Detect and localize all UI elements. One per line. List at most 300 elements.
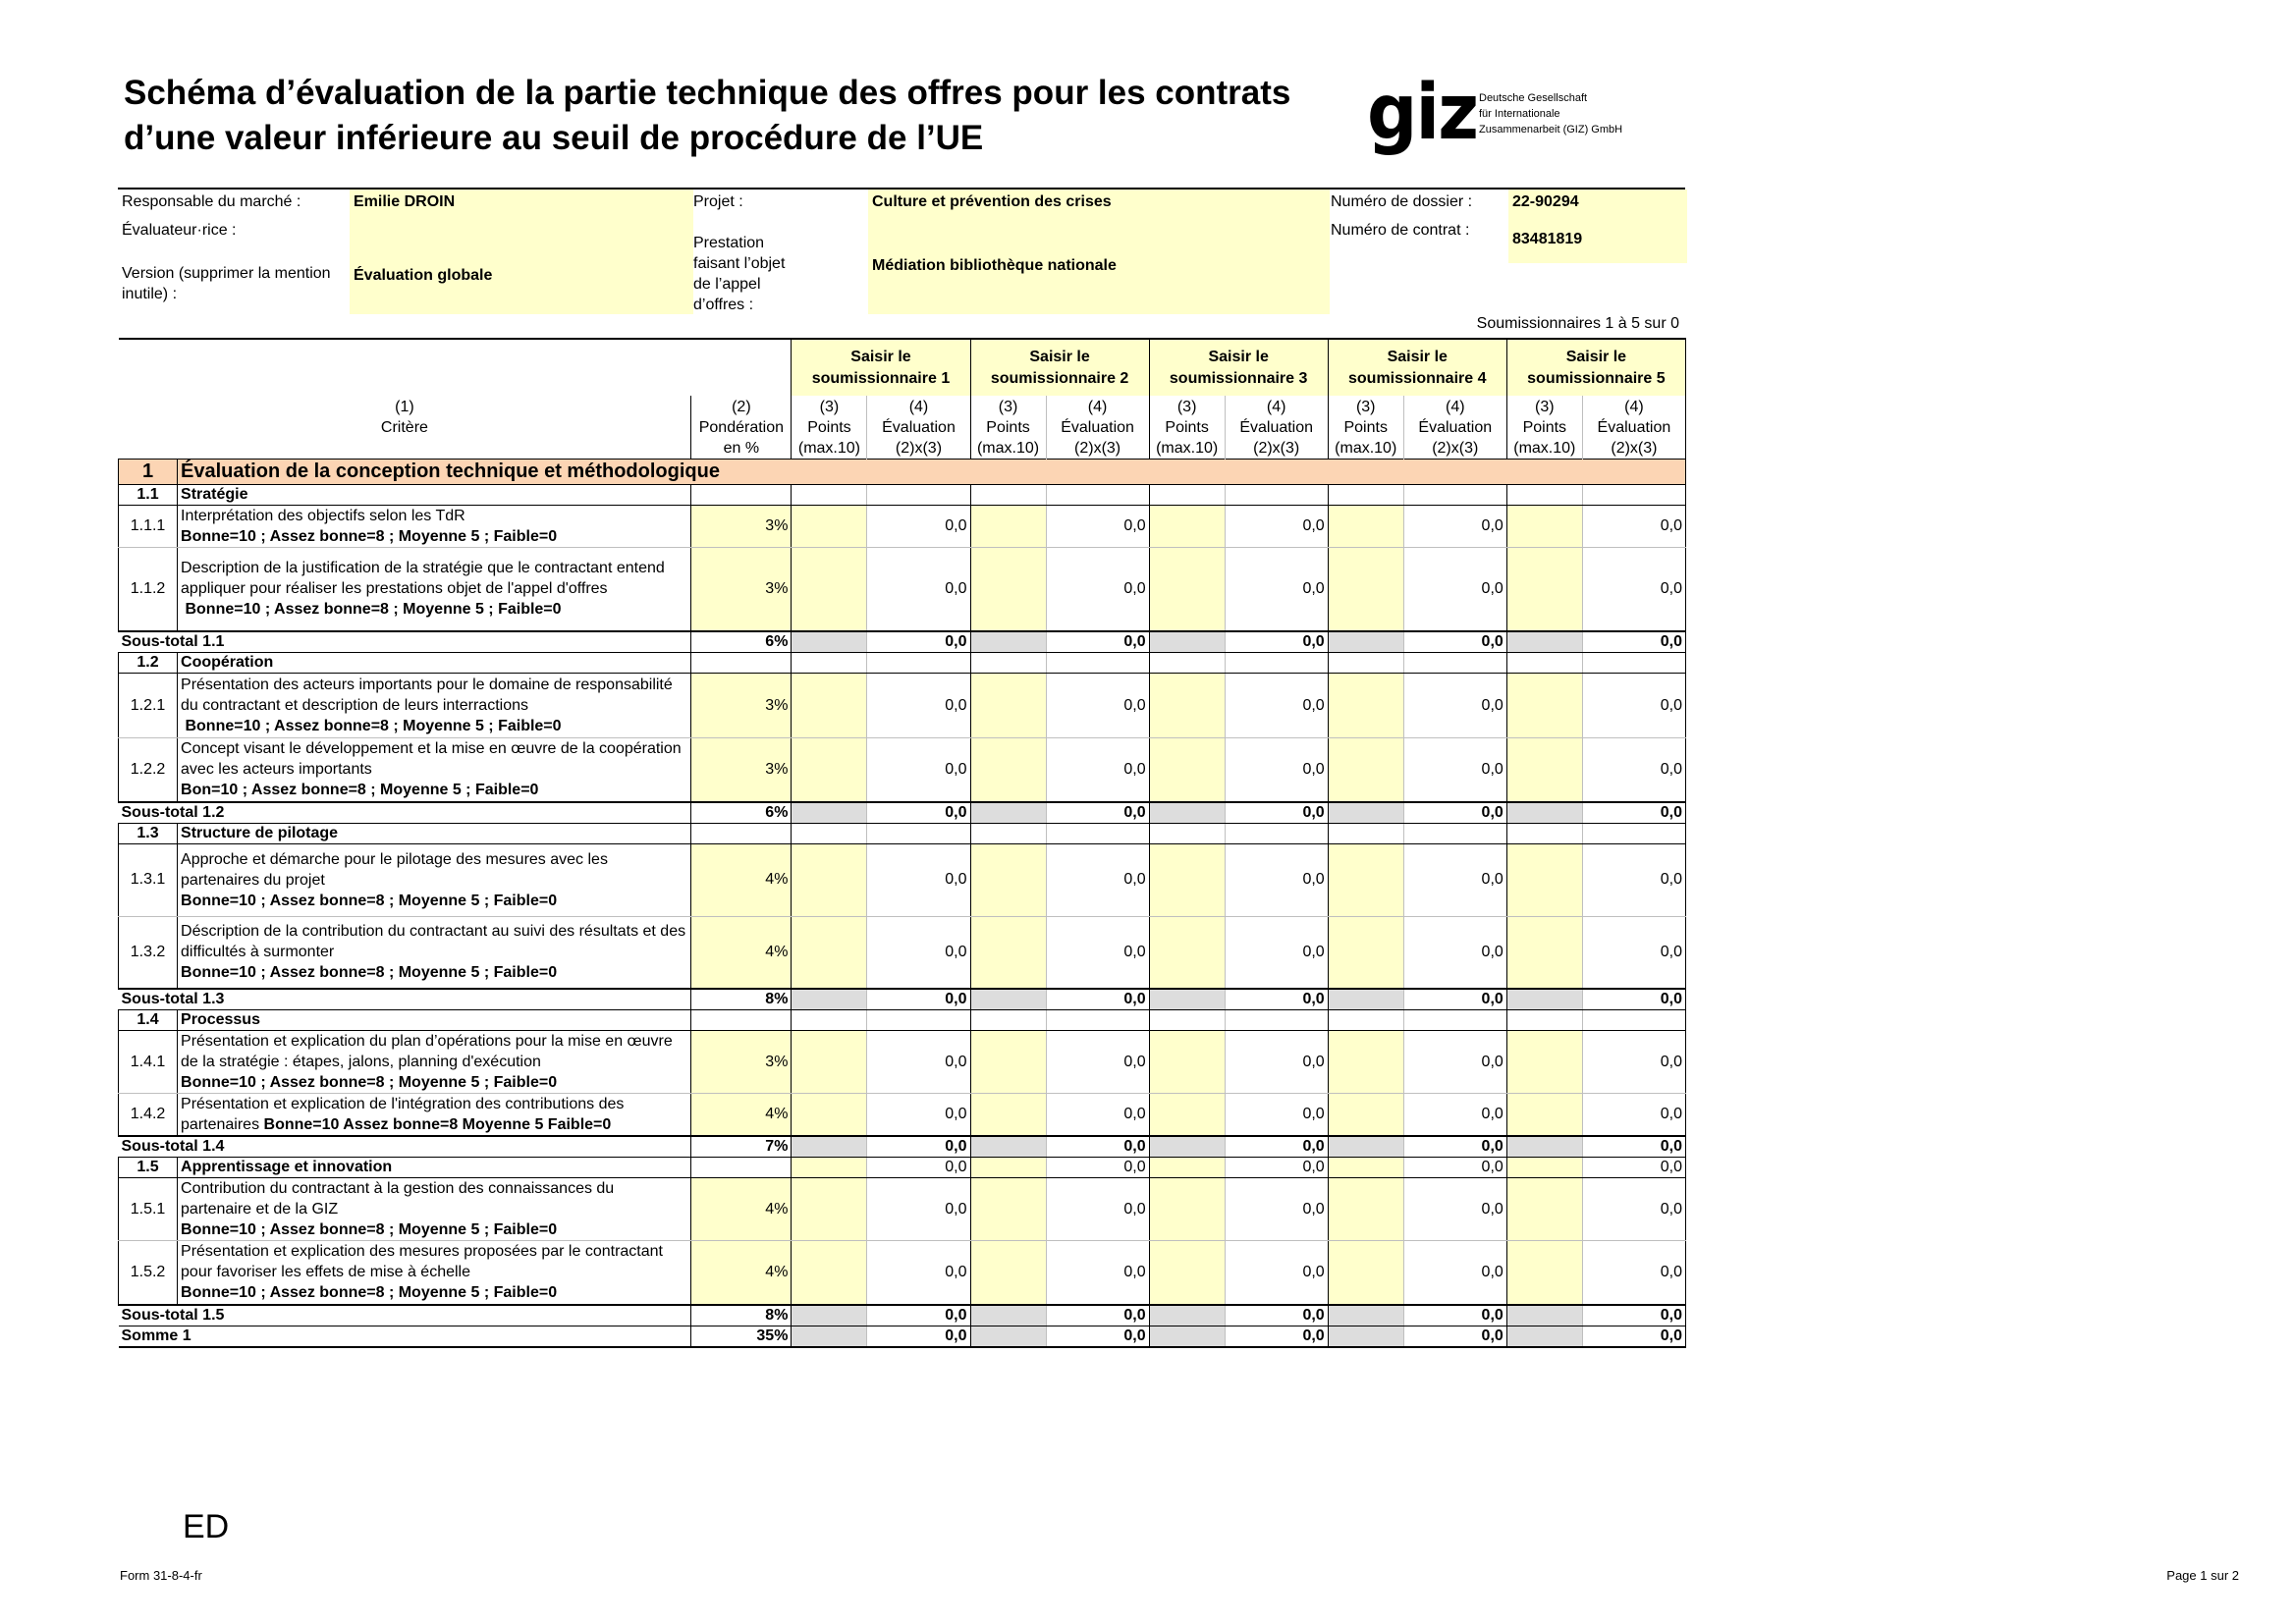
criterion-number: 1.1.1 bbox=[119, 505, 178, 547]
critere-header-label: Critère bbox=[380, 418, 428, 436]
points-header bbox=[970, 396, 1046, 459]
evaluation-header-num: (4) bbox=[1624, 398, 1644, 415]
ponderation-header-num: (2) bbox=[732, 398, 751, 415]
criterion-number: 1.5.1 bbox=[119, 1178, 178, 1241]
points-header-label: Points bbox=[986, 418, 1030, 436]
bidder-4-points[interactable] bbox=[1328, 1178, 1403, 1241]
group-weight bbox=[691, 484, 792, 505]
points-header bbox=[1149, 396, 1225, 459]
criterion-row bbox=[119, 1031, 1686, 1094]
bidder-1-points bbox=[792, 1010, 867, 1031]
points-header-label: Points bbox=[1343, 418, 1388, 436]
group-number: 1.1 bbox=[119, 484, 178, 505]
bidder-2-evaluation: 0,0 bbox=[1046, 1326, 1149, 1347]
bidder-2-evaluation: 0,0 bbox=[1046, 916, 1149, 989]
bidder-4-evaluation: 0,0 bbox=[1403, 631, 1506, 653]
bidder-5-points[interactable] bbox=[1506, 1031, 1582, 1094]
bidder-3-evaluation: 0,0 bbox=[1225, 1305, 1328, 1326]
bidder-3-points[interactable] bbox=[1149, 1094, 1225, 1137]
points-header-label: Points bbox=[807, 418, 851, 436]
bidder-2-points[interactable] bbox=[970, 738, 1046, 802]
logo-line: Deutsche Gesellschaft bbox=[1479, 92, 1588, 104]
bidder-2-points[interactable] bbox=[970, 1094, 1046, 1137]
version-value[interactable]: Évaluation globale bbox=[354, 267, 493, 284]
bidder-4-evaluation: 0,0 bbox=[1403, 738, 1506, 802]
page-number: Page 1 sur 2 bbox=[2166, 1568, 2239, 1583]
bidder-1-points[interactable] bbox=[792, 1031, 867, 1094]
bidder-4-evaluation bbox=[1403, 1010, 1506, 1031]
critere-header-num: (1) bbox=[395, 398, 414, 415]
bidder-5-points[interactable] bbox=[1506, 1094, 1582, 1137]
bidder-4-points[interactable] bbox=[1328, 1031, 1403, 1094]
projet-text: Culture et prévention des crises bbox=[872, 193, 1112, 210]
contrat-text: 83481819 bbox=[1512, 231, 1583, 247]
group-number: 1.3 bbox=[119, 823, 178, 843]
bidder-1-points[interactable] bbox=[792, 1094, 867, 1137]
group-row bbox=[119, 1010, 1686, 1031]
bidder-5-points bbox=[1506, 802, 1582, 824]
evaluation-header bbox=[1225, 396, 1328, 459]
projet-label: Projet : bbox=[693, 193, 743, 210]
bidder-1-evaluation bbox=[867, 1010, 970, 1031]
critere-header bbox=[119, 396, 691, 459]
bidder-5-points[interactable] bbox=[1506, 547, 1582, 631]
dossier-contrat-value[interactable] bbox=[1508, 189, 1687, 263]
group-number: 1.5 bbox=[119, 1158, 178, 1178]
bidder-2-points[interactable] bbox=[970, 1241, 1046, 1305]
criterion-text bbox=[178, 843, 691, 916]
criterion-text bbox=[178, 738, 691, 802]
bidder-1-evaluation: 0,0 bbox=[867, 1031, 970, 1094]
bidder-5-points[interactable] bbox=[1506, 1178, 1582, 1241]
dossier-text: 22-90294 bbox=[1512, 193, 1579, 210]
bidder-4-points bbox=[1328, 631, 1403, 653]
bidder-2-evaluation: 0,0 bbox=[1046, 1136, 1149, 1158]
bidder-5-points[interactable] bbox=[1506, 505, 1582, 547]
criterion-number: 1.5.2 bbox=[119, 1241, 178, 1305]
bidder-5-points bbox=[1506, 823, 1582, 843]
bidder-1-points[interactable] bbox=[792, 843, 867, 916]
points-header-max: (max.10) bbox=[1335, 439, 1397, 457]
blank-header-cell bbox=[119, 339, 792, 396]
bidder-4-evaluation: 0,0 bbox=[1403, 989, 1506, 1010]
bidder-5-evaluation bbox=[1582, 484, 1685, 505]
bidder-1-evaluation: 0,0 bbox=[867, 1136, 970, 1158]
bidder-1-points bbox=[792, 484, 867, 505]
criterion-weight[interactable]: 4% bbox=[691, 1178, 792, 1241]
bidder-3-evaluation: 0,0 bbox=[1225, 843, 1328, 916]
bidder-1-evaluation: 0,0 bbox=[867, 505, 970, 547]
criterion-scale: Bonne=10 ; Assez bonne=8 ; Moyenne 5 ; Faible=0 bbox=[181, 718, 562, 734]
bidder-1-evaluation: 0,0 bbox=[867, 1158, 970, 1178]
bidder-4-points bbox=[1328, 1158, 1403, 1178]
bidder-5-points[interactable] bbox=[1506, 738, 1582, 802]
bidder-3-evaluation: 0,0 bbox=[1225, 1031, 1328, 1094]
points-header-max: (max.10) bbox=[976, 439, 1040, 457]
bidder-4-evaluation bbox=[1403, 823, 1506, 843]
bidder-5-evaluation: 0,0 bbox=[1582, 1158, 1685, 1178]
criterion-description: Contribution du contractant à la gestion des connaissances du partenaire et de la GIZ bbox=[181, 1180, 615, 1218]
bidder-4-points bbox=[1328, 823, 1403, 843]
bidder-3-points[interactable] bbox=[1149, 1031, 1225, 1094]
subtotal-row bbox=[119, 1136, 1686, 1158]
evaluation-header-formula: (2)x(3) bbox=[1432, 439, 1479, 457]
evaluation-header-formula: (2)x(3) bbox=[1074, 439, 1121, 457]
bidder-2-evaluation bbox=[1046, 484, 1149, 505]
bidder-5-points bbox=[1506, 1158, 1582, 1178]
bidder-5-evaluation: 0,0 bbox=[1582, 1031, 1685, 1094]
bidder-1-evaluation: 0,0 bbox=[867, 738, 970, 802]
bidder-3-evaluation: 0,0 bbox=[1225, 1136, 1328, 1158]
initials: ED bbox=[183, 1508, 230, 1545]
points-header-num: (3) bbox=[1535, 398, 1555, 415]
bidder-1-points[interactable] bbox=[792, 738, 867, 802]
bidder-5-points bbox=[1506, 631, 1582, 653]
criterion-text bbox=[178, 1241, 691, 1305]
bidder-4-points[interactable] bbox=[1328, 738, 1403, 802]
giz-logo bbox=[1367, 69, 1623, 157]
bidder-2-points bbox=[970, 1326, 1046, 1347]
bidder-1-points bbox=[792, 1136, 867, 1158]
responsable-value[interactable] bbox=[350, 189, 693, 314]
criterion-row bbox=[119, 674, 1686, 738]
bidder-3-evaluation bbox=[1225, 484, 1328, 505]
bidder-3-evaluation bbox=[1225, 823, 1328, 843]
bidder-1-evaluation: 0,0 bbox=[867, 631, 970, 653]
bidder-3-points bbox=[1149, 653, 1225, 674]
criterion-weight[interactable]: 3% bbox=[691, 738, 792, 802]
bidder-5-evaluation: 0,0 bbox=[1582, 547, 1685, 631]
criterion-scale: Bonne=10 ; Assez bonne=8 ; Moyenne 5 ; Faible=0 bbox=[181, 1221, 558, 1238]
giz-logo-text bbox=[1479, 90, 1675, 137]
bidder-3-evaluation: 0,0 bbox=[1225, 1326, 1328, 1347]
contrat-label: Numéro de contrat : bbox=[1331, 222, 1470, 239]
giz-logo-word: giz bbox=[1367, 69, 1478, 157]
bidder-1-evaluation: 0,0 bbox=[867, 547, 970, 631]
bidder-1-header[interactable] bbox=[792, 339, 970, 396]
section-title: Évaluation de la conception technique et méthodologique bbox=[178, 459, 1686, 484]
bidder-4-points[interactable] bbox=[1328, 916, 1403, 989]
subtotal-label: Sous-total 1.2 bbox=[119, 802, 691, 824]
criterion-row bbox=[119, 738, 1686, 802]
criterion-weight[interactable]: 4% bbox=[691, 1241, 792, 1305]
bidder-4-points[interactable] bbox=[1328, 547, 1403, 631]
bidder-2-evaluation: 0,0 bbox=[1046, 989, 1149, 1010]
subtotal-row bbox=[119, 989, 1686, 1010]
bidder-5-points bbox=[1506, 653, 1582, 674]
bidder-5-evaluation: 0,0 bbox=[1582, 1178, 1685, 1241]
bidder-3-evaluation: 0,0 bbox=[1225, 916, 1328, 989]
bidder-3-points[interactable] bbox=[1149, 916, 1225, 989]
bidder-5-points[interactable] bbox=[1506, 843, 1582, 916]
criterion-weight[interactable]: 3% bbox=[691, 505, 792, 547]
bidder-5-evaluation: 0,0 bbox=[1582, 1305, 1685, 1326]
bidder-3-points bbox=[1149, 484, 1225, 505]
bidder-3-points[interactable] bbox=[1149, 1178, 1225, 1241]
bidder-3-evaluation: 0,0 bbox=[1225, 989, 1328, 1010]
points-header-max: (max.10) bbox=[797, 439, 860, 457]
criterion-weight[interactable]: 4% bbox=[691, 1094, 792, 1137]
bidder-1-evaluation: 0,0 bbox=[867, 1305, 970, 1326]
bidder-4-evaluation bbox=[1403, 484, 1506, 505]
points-header-max: (max.10) bbox=[1513, 439, 1576, 457]
evaluation-header-label: Évaluation bbox=[1418, 418, 1493, 436]
bidder-2-evaluation: 0,0 bbox=[1046, 505, 1149, 547]
points-header-label: Points bbox=[1165, 418, 1209, 436]
subtotal-row bbox=[119, 1326, 1686, 1347]
group-label: Structure de pilotage bbox=[178, 823, 691, 843]
bidder-4-header[interactable] bbox=[1328, 339, 1506, 396]
bidder-3-evaluation: 0,0 bbox=[1225, 547, 1328, 631]
bidder-4-evaluation: 0,0 bbox=[1403, 1094, 1506, 1137]
bidder-1-points[interactable] bbox=[792, 505, 867, 547]
bidder-2-points bbox=[970, 1158, 1046, 1178]
bidder-2-points bbox=[970, 1136, 1046, 1158]
criterion-scale: Bonne=10 ; Assez bonne=8 ; Moyenne 5 ; Faible=0 bbox=[181, 892, 558, 909]
bidder-2-evaluation bbox=[1046, 1010, 1149, 1031]
criterion-row bbox=[119, 505, 1686, 547]
criterion-number: 1.2.1 bbox=[119, 674, 178, 738]
points-header-label: Points bbox=[1522, 418, 1567, 436]
criterion-weight[interactable]: 3% bbox=[691, 1031, 792, 1094]
bidder-2-evaluation: 0,0 bbox=[1046, 802, 1149, 824]
bidder-2-evaluation bbox=[1046, 653, 1149, 674]
criterion-text bbox=[178, 916, 691, 989]
criterion-text bbox=[178, 674, 691, 738]
bidder-4-evaluation: 0,0 bbox=[1403, 547, 1506, 631]
bidder-1-points[interactable] bbox=[792, 916, 867, 989]
bidder-2-points[interactable] bbox=[970, 505, 1046, 547]
evaluation-header-formula: (2)x(3) bbox=[895, 439, 943, 457]
bidder-4-points[interactable] bbox=[1328, 1241, 1403, 1305]
bidder-4-points[interactable] bbox=[1328, 674, 1403, 738]
group-label: Apprentissage et innovation bbox=[178, 1158, 691, 1178]
bidder-3-points[interactable] bbox=[1149, 843, 1225, 916]
bidder-4-evaluation: 0,0 bbox=[1403, 1158, 1506, 1178]
criterion-weight[interactable]: 4% bbox=[691, 843, 792, 916]
criterion-scale: Bonne=10 Assez bonne=8 Moyenne 5 Faible=0 bbox=[263, 1116, 612, 1133]
bidder-header-row bbox=[119, 339, 1686, 396]
bidder-2-points[interactable] bbox=[970, 916, 1046, 989]
bidder-2-evaluation: 0,0 bbox=[1046, 1158, 1149, 1178]
column-header-row bbox=[119, 396, 1686, 459]
bidder-5-points bbox=[1506, 1305, 1582, 1326]
bidder-5-evaluation: 0,0 bbox=[1582, 843, 1685, 916]
criterion-description: Présentation et explication du plan d’opérations pour la mise en œuvre de la stratégie : étapes, jalons, planning d'exécution bbox=[181, 1033, 673, 1070]
bidder-4-points[interactable] bbox=[1328, 1094, 1403, 1137]
bidder-2-evaluation bbox=[1046, 823, 1149, 843]
bidder-1-points bbox=[792, 802, 867, 824]
evaluation-header-label: Évaluation bbox=[882, 418, 956, 436]
bidder-2-points bbox=[970, 484, 1046, 505]
bidder-5-evaluation: 0,0 bbox=[1582, 802, 1685, 824]
evaluation-header-label: Évaluation bbox=[1061, 418, 1134, 436]
bidder-4-points[interactable] bbox=[1328, 505, 1403, 547]
ponderation-header-label: Pondération bbox=[698, 418, 785, 436]
bidder-5-evaluation: 0,0 bbox=[1582, 1326, 1685, 1347]
bidder-2-evaluation: 0,0 bbox=[1046, 738, 1149, 802]
group-number: 1.4 bbox=[119, 1010, 178, 1031]
bidder-2-evaluation: 0,0 bbox=[1046, 1241, 1149, 1305]
bidder-5-points bbox=[1506, 1010, 1582, 1031]
points-header bbox=[1328, 396, 1403, 459]
bidder-3-points[interactable] bbox=[1149, 547, 1225, 631]
bidder-5-points bbox=[1506, 1136, 1582, 1158]
bidder-5-points[interactable] bbox=[1506, 674, 1582, 738]
group-row bbox=[119, 1158, 1686, 1178]
bidder-4-points bbox=[1328, 484, 1403, 505]
bidder-2-evaluation: 0,0 bbox=[1046, 1178, 1149, 1241]
group-weight bbox=[691, 1158, 792, 1178]
logo-line: Zusammenarbeit (GIZ) GmbH bbox=[1479, 124, 1623, 135]
bidder-4-evaluation: 0,0 bbox=[1403, 1241, 1506, 1305]
bidder-5-header[interactable] bbox=[1506, 339, 1685, 396]
bidder-2-points bbox=[970, 1010, 1046, 1031]
bidder-3-evaluation: 0,0 bbox=[1225, 631, 1328, 653]
bidder-5-evaluation: 0,0 bbox=[1582, 916, 1685, 989]
bidder-3-points bbox=[1149, 1305, 1225, 1326]
bidder-5-points[interactable] bbox=[1506, 916, 1582, 989]
points-header-max: (max.10) bbox=[1156, 439, 1219, 457]
bidder-2-points[interactable] bbox=[970, 843, 1046, 916]
version-label: Version (supprimer la mention inutile) : bbox=[122, 265, 331, 302]
criterion-number: 1.3.1 bbox=[119, 843, 178, 916]
bidder-1-evaluation: 0,0 bbox=[867, 1178, 970, 1241]
bidder-5-points[interactable] bbox=[1506, 1241, 1582, 1305]
bidder-2-points[interactable] bbox=[970, 547, 1046, 631]
criterion-description: Description de la justification de la stratégie que le contractant entend appliquer pour réaliser les prestations objet de l'appel d'offres bbox=[181, 560, 665, 598]
bidder-3-evaluation: 0,0 bbox=[1225, 1178, 1328, 1241]
bidder-2-points[interactable] bbox=[970, 674, 1046, 738]
points-header-num: (3) bbox=[1355, 398, 1376, 415]
group-weight bbox=[691, 1010, 792, 1031]
bidder-2-points[interactable] bbox=[970, 1031, 1046, 1094]
bidder-1-evaluation: 0,0 bbox=[867, 1326, 970, 1347]
bidder-2-evaluation: 0,0 bbox=[1046, 1094, 1149, 1137]
bidder-2-evaluation: 0,0 bbox=[1046, 843, 1149, 916]
criterion-number: 1.4.2 bbox=[119, 1094, 178, 1137]
bidder-2-evaluation: 0,0 bbox=[1046, 547, 1149, 631]
bidder-3-evaluation: 0,0 bbox=[1225, 1241, 1328, 1305]
bidder-4-points bbox=[1328, 653, 1403, 674]
evaluation-header bbox=[1046, 396, 1149, 459]
bidder-5-points bbox=[1506, 989, 1582, 1010]
bidder-3-evaluation bbox=[1225, 1010, 1328, 1031]
bidder-3-evaluation: 0,0 bbox=[1225, 1158, 1328, 1178]
prestation-label: Prestation faisant l’objet de l’appel d’offres : bbox=[693, 235, 786, 313]
criterion-row bbox=[119, 1178, 1686, 1241]
points-header bbox=[1506, 396, 1582, 459]
criterion-description: Concept visant le développement et la mise en œuvre de la coopération avec les acteurs importants bbox=[181, 740, 682, 779]
bidder-4-evaluation: 0,0 bbox=[1403, 1305, 1506, 1326]
criterion-number: 1.2.2 bbox=[119, 738, 178, 802]
criterion-number: 1.4.1 bbox=[119, 1031, 178, 1094]
bidder-1-points[interactable] bbox=[792, 674, 867, 738]
bidder-1-evaluation: 0,0 bbox=[867, 802, 970, 824]
criterion-weight[interactable]: 3% bbox=[691, 674, 792, 738]
bidder-3-evaluation: 0,0 bbox=[1225, 802, 1328, 824]
bidder-3-points bbox=[1149, 1136, 1225, 1158]
bidder-2-points bbox=[970, 989, 1046, 1010]
bidder-4-evaluation: 0,0 bbox=[1403, 505, 1506, 547]
bidder-name: Saisir le soumissionnaire 2 bbox=[990, 348, 1129, 387]
bidder-4-points bbox=[1328, 1010, 1403, 1031]
bidder-2-points[interactable] bbox=[970, 1178, 1046, 1241]
subtotal-weight: 6% bbox=[691, 631, 792, 653]
criterion-scale: Bonne=10 ; Assez bonne=8 ; Moyenne 5 ; Faible=0 bbox=[181, 1074, 558, 1091]
projet-value[interactable] bbox=[868, 189, 1330, 314]
evaluation-header-num: (4) bbox=[1087, 398, 1108, 415]
bidder-1-evaluation bbox=[867, 823, 970, 843]
group-label: Stratégie bbox=[178, 484, 691, 505]
criterion-scale: Bonne=10 ; Assez bonne=8 ; Moyenne 5 ; Faible=0 bbox=[181, 964, 558, 982]
bidder-1-points bbox=[792, 1305, 867, 1326]
bidder-3-points[interactable] bbox=[1149, 738, 1225, 802]
bidder-4-points[interactable] bbox=[1328, 843, 1403, 916]
evaluation-header-formula: (2)x(3) bbox=[1253, 439, 1300, 457]
bidder-4-evaluation: 0,0 bbox=[1403, 916, 1506, 989]
bidder-3-points[interactable] bbox=[1149, 674, 1225, 738]
bidder-3-points[interactable] bbox=[1149, 1241, 1225, 1305]
bidder-4-evaluation: 0,0 bbox=[1403, 1326, 1506, 1347]
bidder-5-evaluation: 0,0 bbox=[1582, 674, 1685, 738]
bidder-4-points bbox=[1328, 1305, 1403, 1326]
form-reference: Form 31-8-4-fr bbox=[120, 1568, 202, 1583]
subtotal-weight: 35% bbox=[691, 1326, 792, 1347]
bidder-1-evaluation: 0,0 bbox=[867, 843, 970, 916]
group-label: Coopération bbox=[178, 653, 691, 674]
bidder-3-points[interactable] bbox=[1149, 505, 1225, 547]
bidder-name: Saisir le soumissionnaire 4 bbox=[1348, 348, 1487, 387]
ponderation-header-unit: en % bbox=[723, 439, 760, 457]
dossier-label: Numéro de dossier : bbox=[1331, 193, 1473, 210]
responsable-label: Responsable du marché : bbox=[122, 193, 301, 210]
bidder-3-evaluation: 0,0 bbox=[1225, 1094, 1328, 1137]
evaluation-header-label: Évaluation bbox=[1239, 418, 1314, 436]
criterion-description: Présentation des acteurs importants pour le domaine de responsabilité du contractant et description de leurs interractions bbox=[181, 677, 673, 714]
group-row bbox=[119, 823, 1686, 843]
bidder-1-points[interactable] bbox=[792, 1241, 867, 1305]
subtotal-weight: 7% bbox=[691, 1136, 792, 1158]
bidder-2-header[interactable] bbox=[970, 339, 1149, 396]
bidder-5-evaluation: 0,0 bbox=[1582, 631, 1685, 653]
bidder-1-points bbox=[792, 1158, 867, 1178]
table-body bbox=[119, 339, 1686, 1347]
bidder-4-evaluation: 0,0 bbox=[1403, 1136, 1506, 1158]
bidder-1-points bbox=[792, 653, 867, 674]
bidder-1-points[interactable] bbox=[792, 547, 867, 631]
bidder-2-evaluation: 0,0 bbox=[1046, 1305, 1149, 1326]
evaluation-header-num: (4) bbox=[1445, 398, 1465, 415]
criterion-number: 1.3.2 bbox=[119, 916, 178, 989]
bidder-3-points bbox=[1149, 631, 1225, 653]
criterion-description: Interprétation des objectifs selon les TdR bbox=[181, 507, 465, 524]
bidder-1-evaluation bbox=[867, 653, 970, 674]
bidder-2-points bbox=[970, 1305, 1046, 1326]
bidder-3-header[interactable] bbox=[1149, 339, 1328, 396]
bidder-4-evaluation: 0,0 bbox=[1403, 674, 1506, 738]
bidder-1-points bbox=[792, 631, 867, 653]
criterion-row bbox=[119, 843, 1686, 916]
bidder-2-points bbox=[970, 802, 1046, 824]
bidder-4-evaluation: 0,0 bbox=[1403, 1031, 1506, 1094]
criterion-weight[interactable]: 3% bbox=[691, 547, 792, 631]
bidder-5-evaluation: 0,0 bbox=[1582, 1241, 1685, 1305]
bidder-4-evaluation: 0,0 bbox=[1403, 802, 1506, 824]
criterion-weight[interactable]: 4% bbox=[691, 916, 792, 989]
bidder-3-points bbox=[1149, 989, 1225, 1010]
bidder-1-points[interactable] bbox=[792, 1178, 867, 1241]
